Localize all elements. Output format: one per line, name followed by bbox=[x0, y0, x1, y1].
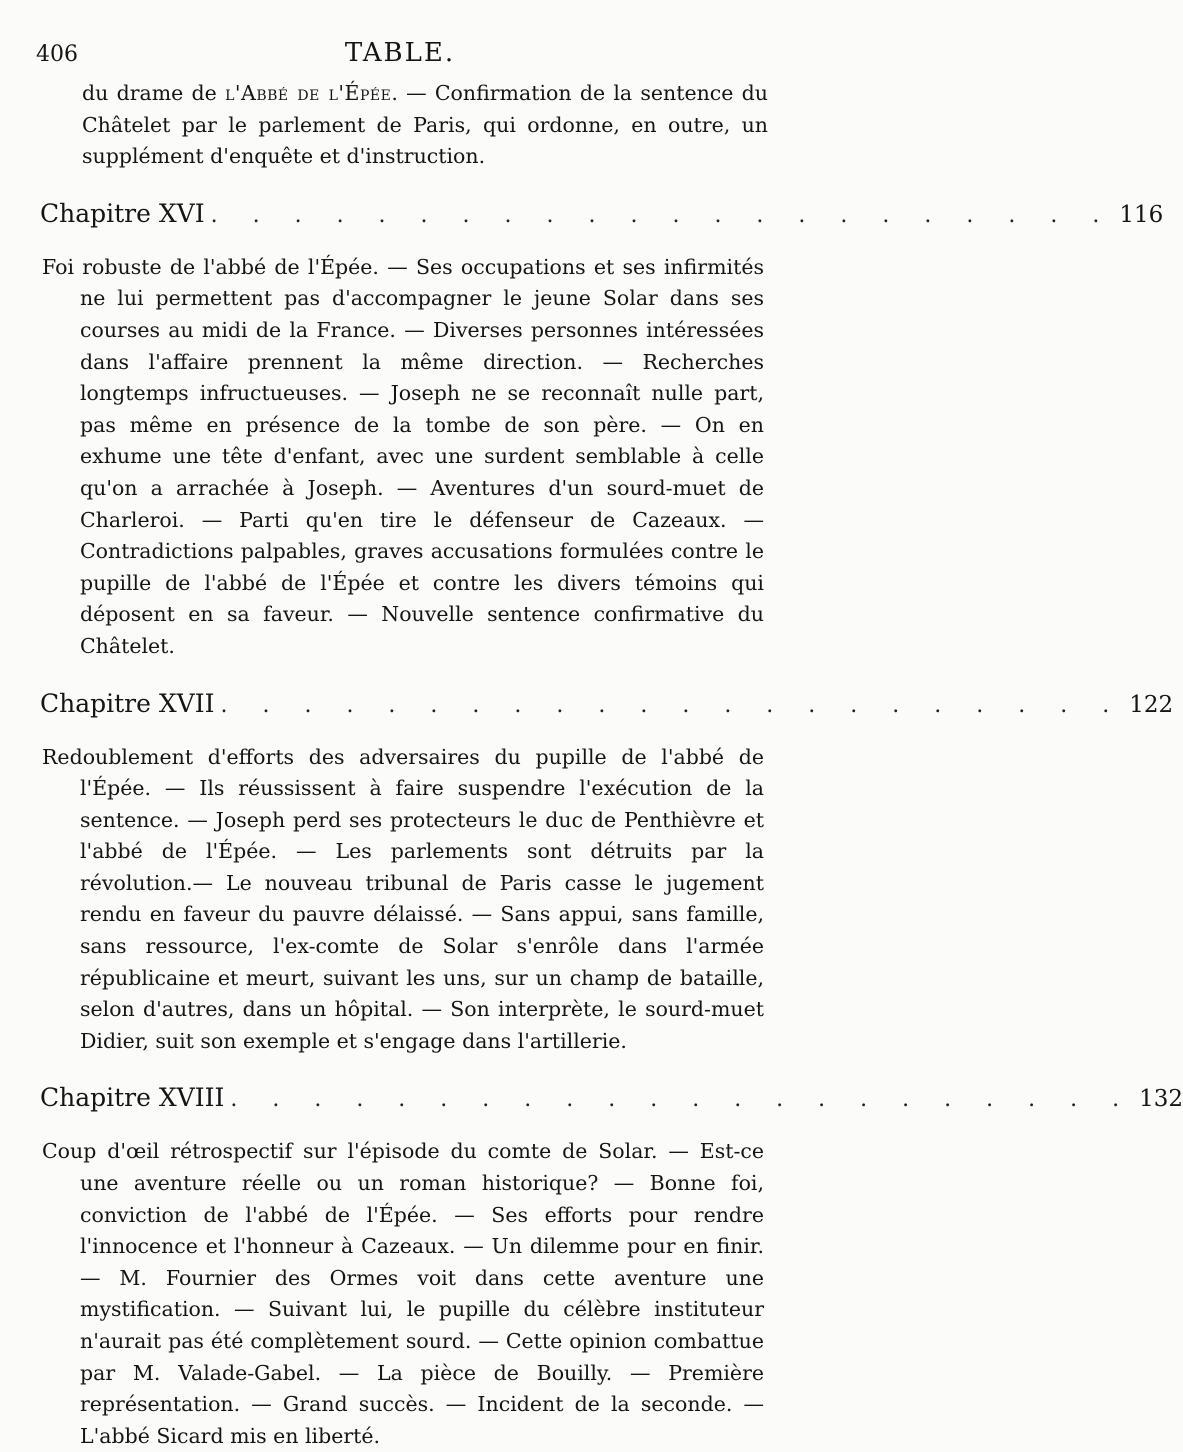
running-title: TABLE. bbox=[344, 38, 456, 68]
chapter-heading-xvi bbox=[40, 198, 1164, 228]
chapter-summary-xvi: Foi robuste de l'abbé de l'Épée. — Ses occupations et ses infirmités ne lui permettent pas d'accompagner le jeune Solar dans ses courses au midi de la France. — Diverses personnes intéressées dans l'affaire prennent la même direction. — Recherches longtemps infructueuses. — Joseph ne se reconnaît nulle part, pas même en présence de la tombe de son père. — On en exhume une tête d'enfant, avec une surdent semblable à celle qu'on a arrachée à Joseph. — Aventures d'un sourd-muet de Charleroi. — Parti qu'en tire le défenseur de Cazeaux. — Contradictions palpables, graves accusations formulées contre le pupille de l'abbé de l'Épée et contre les divers témoins qui déposent en sa faveur. — Nouvelle sentence confirmative du Châtelet. bbox=[42, 254, 764, 658]
dot-leader: . . . . . . . . . . . . . . . . . . . . . . bbox=[230, 1087, 1134, 1113]
page-number: 406 bbox=[36, 42, 78, 67]
chapter-title: Chapitre XVIII bbox=[40, 1083, 225, 1113]
chapter-summary-xviii: Coup d'œil rétrospectif sur l'épisode du comte de Solar. — Est-ce une aventure réelle ou un roman historique? — Bonne foi, conviction de l'abbé de l'Épée. — Ses efforts pour rendre l'innocence et l'honneur à Cazeaux. — Un dilemme pour en finir. — M. Fournier des Ormes voit dans cette aventure une mystification. — Suivant lui, le pupille du célèbre instituteur n'aurait pas été complètement sourd. — Cette opinion combattue par M. Valade-Gabel. — La pièce de Bouilly. — Première représentation. — Grand succès. — Incident de la seconde. — L'abbé Sicard mis en liberté. bbox=[42, 1139, 764, 1448]
page-header bbox=[0, 38, 800, 74]
intro-text-after: . — Confirmation de la sentence du Châtelet par le parlement de Paris, qui ordonne, en outre, un supplément d'enquête et d'instruction. bbox=[82, 81, 768, 169]
chapter-heading-xvii bbox=[40, 688, 1174, 718]
table-of-contents bbox=[40, 78, 1183, 1452]
continued-summary bbox=[40, 78, 768, 173]
dot-leader: . . . . . . . . . . . . . . . . . . . . . . bbox=[220, 692, 1124, 718]
chapter-heading-xviii bbox=[40, 1083, 1183, 1113]
intro-smallcaps-title: l'Abbé de l'Épée bbox=[225, 81, 392, 105]
chapter-page-number: 122 bbox=[1129, 691, 1174, 718]
intro-text-before: du drame de bbox=[82, 81, 226, 105]
chapter-summary-xvii: Redoublement d'efforts des adversaires du pupille de l'abbé de l'Épée. — Ils réussissent à faire suspendre l'exécution de la sentence. — Joseph perd ses protecteurs le duc de Penthièvre et l'abbé de l'Épée. — Les parlements sont détruits par la révolution.— Le nouveau tribunal de Paris casse le jugement rendu en faveur du pauvre délaissé. — Sans appui, sans famille, sans ressource, l'ex-comte de Solar s'enrôle dans l'armée républicaine et meurt, suivant les uns, sur un champ de bataille, selon d'autres, dans un hôpital. — Son interprète, le sourd-muet Didier, suit son exemple et s'engage dans l'artillerie. bbox=[42, 744, 764, 1053]
chapter-page-number: 132 bbox=[1139, 1086, 1183, 1113]
chapter-title: Chapitre XVI bbox=[40, 198, 205, 228]
chapter-title: Chapitre XVII bbox=[40, 688, 215, 718]
chapter-page-number: 116 bbox=[1119, 201, 1164, 228]
dot-leader: . . . . . . . . . . . . . . . . . . . . . . bbox=[210, 202, 1114, 228]
